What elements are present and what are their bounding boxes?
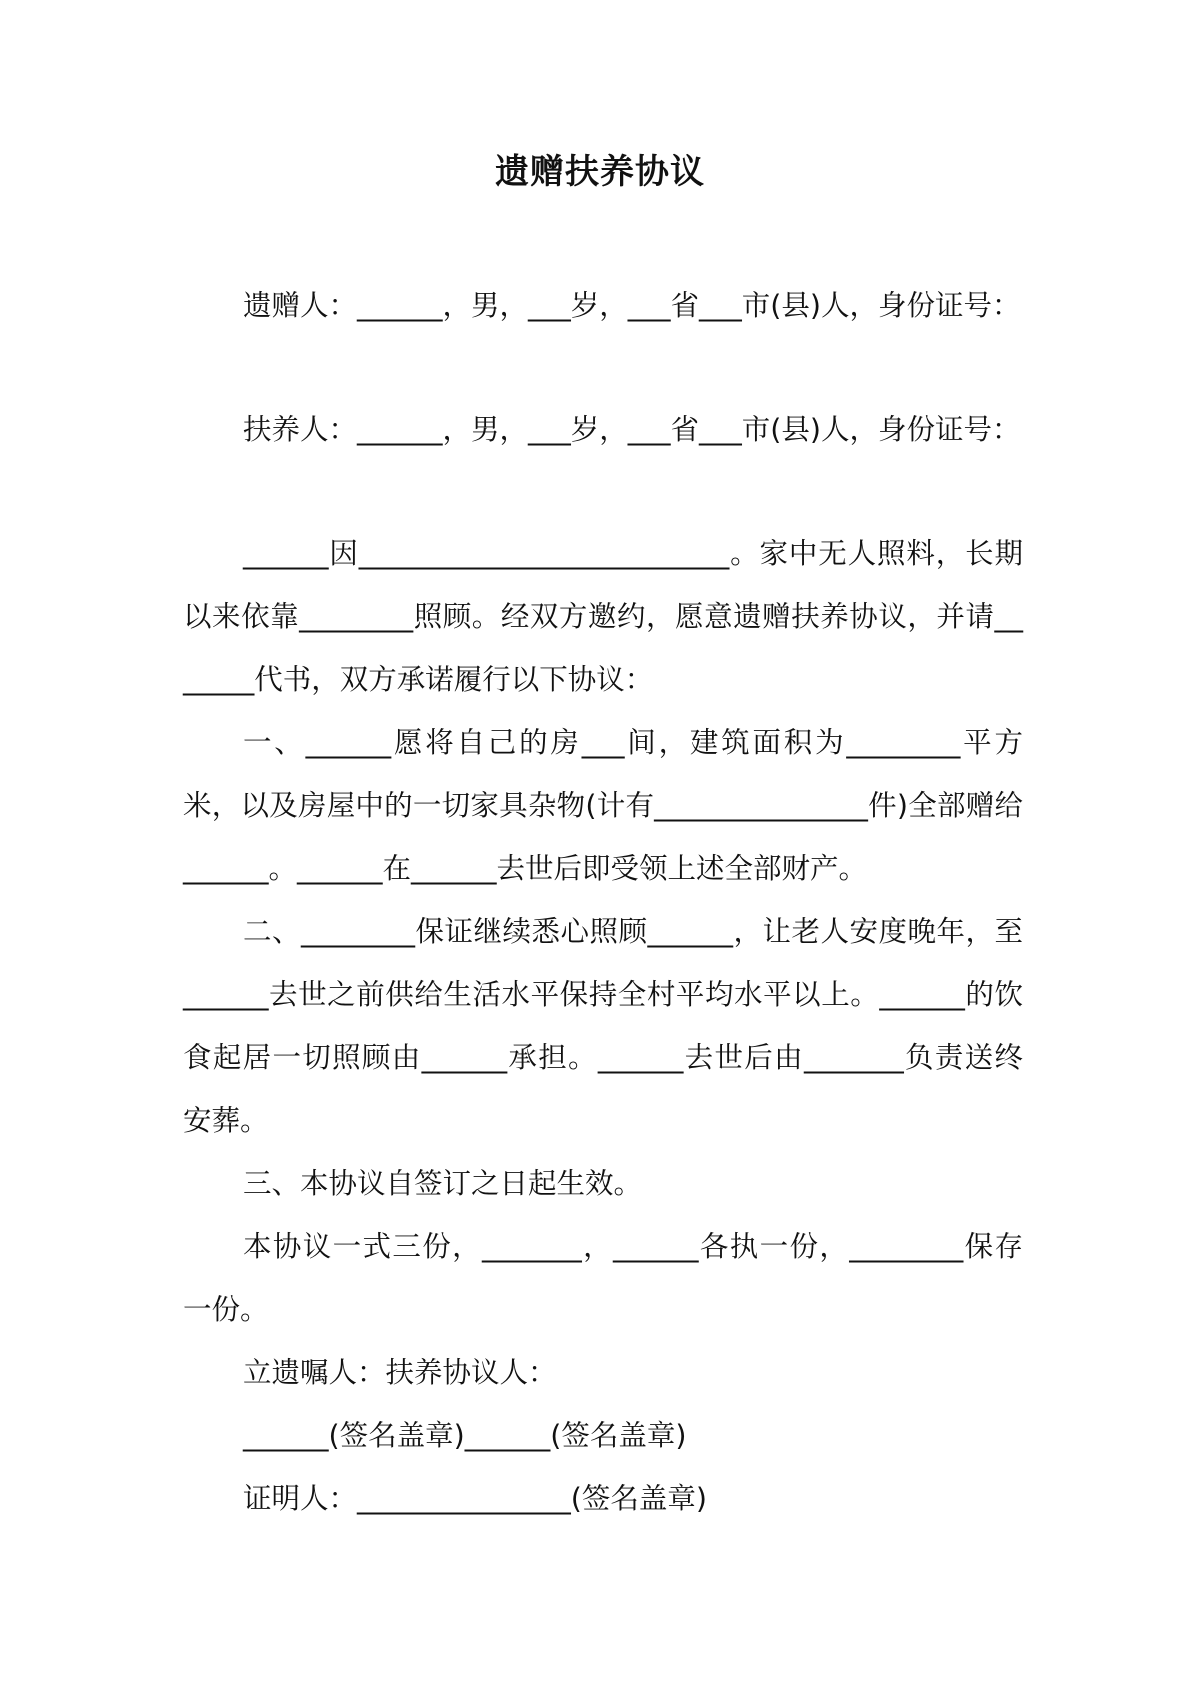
clause-three: 三、本协议自签订之日起生效。: [243, 1167, 643, 1200]
signatories-label: 立遗嘱人：扶养协议人：: [243, 1356, 557, 1389]
document-title: 遗赠扶养协议: [495, 152, 705, 192]
copies-paragraph: 本协议一式三份，_______，______各执一份，________保存一份。: [183, 1230, 1023, 1326]
clause-two: 二、________保证继续悉心照顾______，让老人安度晚年，至______去世之前供给生活水平保持全村平均水平以上。______的饮食起居一切照顾由______承担。______去世后由_______负责送终安葬。: [183, 915, 1023, 1137]
bequeather-info-line: 遗赠人：______，男，___岁，___省___市(县)人，身份证号：: [243, 289, 1021, 322]
agreement-body: [183, 522, 1023, 1530]
supporter-info-line: 扶养人：______，男，___岁，___省___市(县)人，身份证号：: [243, 413, 1021, 446]
clause-one: 一、______愿将自己的房___间，建筑面积为________平方米，以及房屋中的一切家具杂物(计有_______________件)全部赠给______。______在______去世后即受领上述全部财产。: [183, 726, 1023, 885]
preamble-paragraph: ______因__________________________。家中无人照料，长期以来依靠________照顾。经双方邀约，愿意遗赠扶养协议，并请_______代书，双方承诺履行以下协议：: [183, 537, 1023, 696]
signature-line: ______(签名盖章)______(签名盖章): [243, 1419, 687, 1452]
witness-line: 证明人：_______________(签名盖章): [243, 1482, 707, 1515]
